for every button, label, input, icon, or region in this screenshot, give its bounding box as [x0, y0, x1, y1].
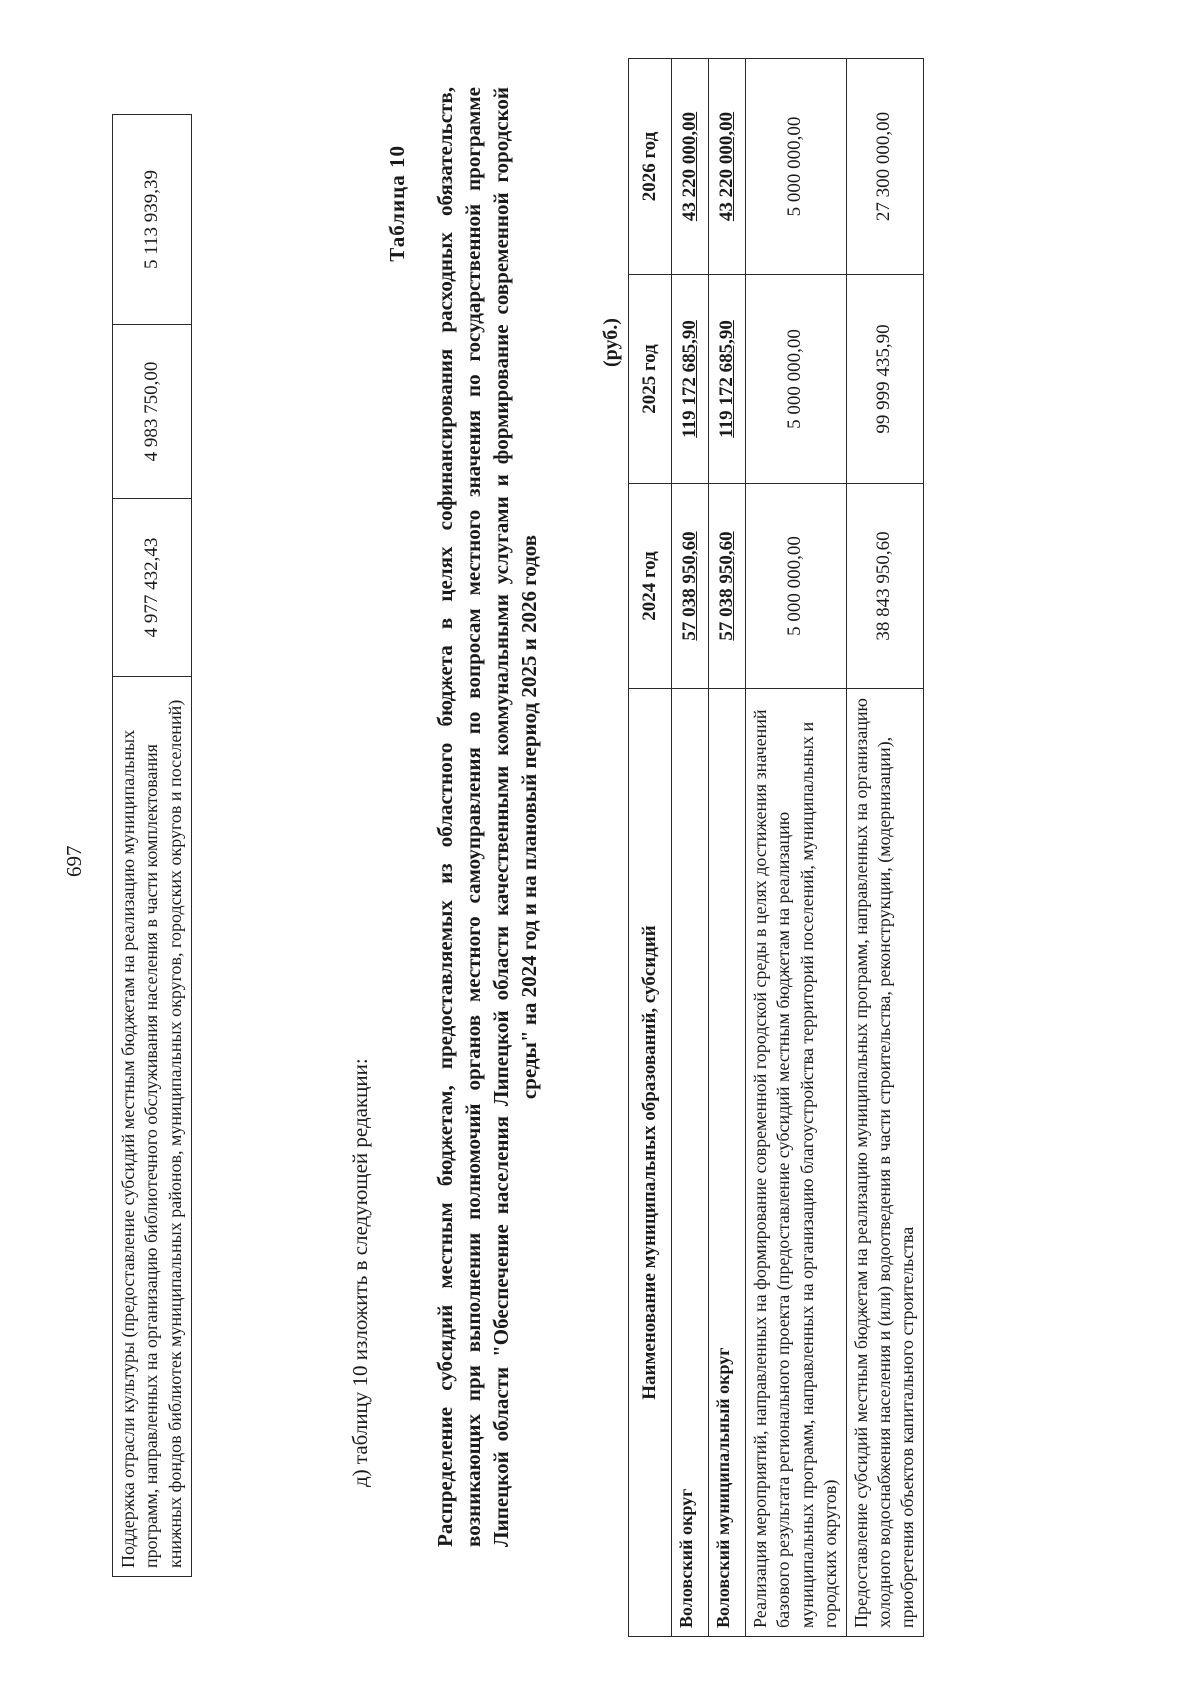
- value-2024: 38 843 950,60: [846, 484, 923, 689]
- table-row: [113, 115, 192, 1577]
- previous-table-fragment: [112, 114, 192, 1577]
- amendment-instruction: д) таблицу 10 изложить в следующей редакции:: [348, 1058, 372, 1487]
- row-name: Воловский округ: [672, 689, 709, 1637]
- value-2025: 99 999 435,90: [846, 275, 923, 484]
- table-row: [746, 59, 847, 1637]
- value-2026: 43 220 000,00: [672, 59, 709, 275]
- header-2026: 2026 год: [629, 59, 672, 275]
- table-heading: Распределение субсидий местным бюджетам, предоставляемых из областного бюджета в целях софинансирования расходных обязательств, возникающих при выполнении полномочий органов местного самоуправления по вопросам местного значения по государственной программе Липецкой области "Обеспечение населения Липецкой области качественными коммунальными услугами и формирование современной городской среды" на 2024 год и на плановый период 2025 и 2026 годов: [433, 87, 541, 1547]
- value-2026: 43 220 000,00: [709, 59, 746, 275]
- value-2024: 57 038 950,60: [709, 484, 746, 689]
- table-row: [709, 59, 746, 1637]
- header-row: [629, 59, 672, 1637]
- table-caption: Таблица 10: [385, 145, 409, 262]
- value-2026: 27 300 000,00: [846, 59, 923, 275]
- row-name: Поддержка отрасли культуры (предоставление субсидий местным бюджетам на реализацию муниципальных программ, направленных на организацию библиотечного обслуживания населения в части комплектования книжных фондов библиотек муниципальных районов, муниципальных округов, городских округов и поселений): [113, 677, 192, 1577]
- header-2024: 2024 год: [629, 484, 672, 689]
- value-2025: 4 983 750,00: [113, 325, 192, 499]
- value-2025: 5 000 000,00: [746, 275, 847, 484]
- row-name: Предоставление субсидий местным бюджетам на реализацию муниципальных программ, направленных на организацию холодного водоснабжения населения и (или) водоотведения в части строительства, реконструкции, (модернизации), приобретения объектов капитального строительства: [846, 689, 923, 1637]
- currency-unit: (руб.): [600, 318, 622, 367]
- table-row: [672, 59, 709, 1637]
- value-2025: 119 172 685,90: [709, 275, 746, 484]
- table-row: [846, 59, 923, 1637]
- page-number: 697: [62, 845, 86, 877]
- header-2025: 2025 год: [629, 275, 672, 484]
- value-2026: 5 000 000,00: [746, 59, 847, 275]
- value-2026: 5 113 939,39: [113, 115, 192, 325]
- value-2025: 119 172 685,90: [672, 275, 709, 484]
- row-name: Реализация мероприятий, направленных на формирование современной городской среды в целях достижения значений базового результата регионального проекта (предоставление субсидий местным бюджетам на реализацию муниципальных программ, направленных на организацию благоустройства территорий поселений, муниципальных и городских округов): [746, 689, 847, 1637]
- header-name: Наименование муниципальных образований, субсидий: [629, 689, 672, 1637]
- row-name: Воловский муниципальный округ: [709, 689, 746, 1637]
- value-2024: 5 000 000,00: [746, 484, 847, 689]
- value-2024: 4 977 432,43: [113, 499, 192, 677]
- value-2024: 57 038 950,60: [672, 484, 709, 689]
- subsidy-distribution-table: [628, 58, 924, 1637]
